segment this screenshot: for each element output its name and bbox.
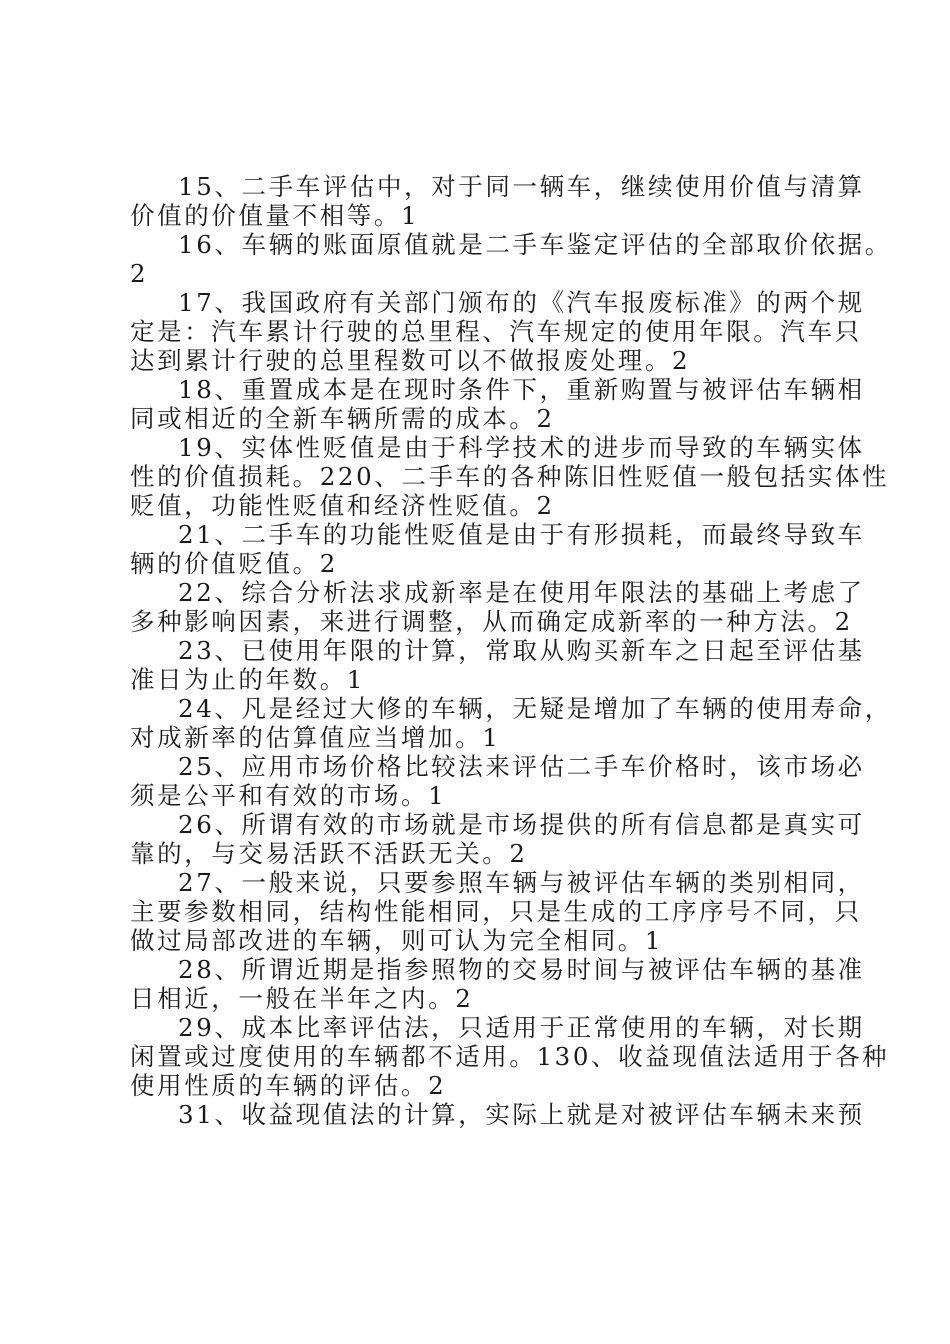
paragraph-line: 16、车辆的账面原值就是二手车鉴定评估的全部取价依据。	[178, 230, 892, 259]
paragraph-line: 对成新率的估算值应当增加。1	[130, 723, 501, 752]
paragraph-15	[130, 172, 865, 230]
paragraph-23	[130, 636, 865, 694]
paragraph-line: 15、二手车评估中，对于同一辆车，继续使用价值与清算	[178, 172, 865, 201]
paragraph-31	[130, 1100, 865, 1129]
paragraph-line: 主要参数相同，结构性能相同，只是生成的工序序号不同，只	[130, 897, 862, 926]
paragraph-line: 须是公平和有效的市场。1	[130, 781, 447, 810]
paragraph-28	[130, 955, 865, 1013]
paragraph-18	[130, 375, 865, 433]
paragraph-24	[130, 694, 892, 752]
paragraph-line: 多种影响因素，来进行调整，从而确定成新率的一种方法。2	[130, 607, 853, 636]
paragraph-line: 18、重置成本是在现时条件下，重新购置与被评估车辆相	[178, 375, 865, 404]
paragraph-line: 17、我国政府有关部门颁布的《汽车报废标准》的两个规	[178, 288, 865, 317]
document-body	[130, 172, 892, 1129]
paragraph-line: 26、所谓有效的市场就是市场提供的所有信息都是真实可	[178, 810, 865, 839]
paragraph-line: 21、二手车的功能性贬值是由于有形损耗，而最终导致车	[178, 520, 865, 549]
paragraph-line: 22、综合分析法求成新率是在使用年限法的基础上考虑了	[178, 578, 865, 607]
paragraph-26	[130, 810, 865, 868]
paragraph-27	[130, 868, 865, 955]
paragraph-21	[130, 520, 865, 578]
paragraph-line: 19、实体性贬值是由于科学技术的进步而导致的车辆实体	[178, 433, 865, 462]
paragraph-line: 闲置或过度使用的车辆都不适用。130、收益现值法适用于各种	[130, 1042, 890, 1071]
paragraph-line: 27、一般来说，只要参照车辆与被评估车辆的类别相同，	[178, 868, 865, 897]
paragraph-line: 价值的价值量不相等。1	[130, 201, 420, 230]
paragraph-line: 靠的，与交易活跃不活跃无关。2	[130, 839, 528, 868]
paragraph-line: 31、收益现值法的计算，实际上就是对被评估车辆未来预	[178, 1100, 865, 1129]
paragraph-line: 性的价值损耗。220、二手车的各种陈旧性贬值一般包括实体性	[130, 462, 890, 491]
paragraph-line: 日相近，一般在半年之内。2	[130, 984, 474, 1013]
paragraph-line: 准日为止的年数。1	[130, 665, 365, 694]
paragraph-line: 达到累计行驶的总里程数可以不做报废处理。2	[130, 346, 691, 375]
paragraph-line: 使用性质的车辆的评估。2	[130, 1071, 447, 1100]
paragraph-line: 2	[130, 259, 149, 288]
paragraph-line: 贬值，功能性贬值和经济性贬值。2	[130, 491, 555, 520]
paragraph-line: 24、凡是经过大修的车辆，无疑是增加了车辆的使用寿命，	[178, 694, 892, 723]
paragraph-line: 23、已使用年限的计算，常取从购买新车之日起至评估基	[178, 636, 865, 665]
paragraph-line: 29、成本比率评估法，只适用于正常使用的车辆，对长期	[178, 1013, 865, 1042]
paragraph-line: 同或相近的全新车辆所需的成本。2	[130, 404, 555, 433]
paragraph-29-30	[130, 1013, 890, 1100]
paragraph-22	[130, 578, 865, 636]
paragraph-line: 28、所谓近期是指参照物的交易时间与被评估车辆的基准	[178, 955, 865, 984]
paragraph-16	[130, 230, 892, 288]
paragraph-line: 25、应用市场价格比较法来评估二手车价格时，该市场必	[178, 752, 865, 781]
paragraph-line: 辆的价值贬值。2	[130, 549, 338, 578]
paragraph-line: 定是：汽车累计行驶的总里程、汽车规定的使用年限。汽车只	[130, 317, 862, 346]
paragraph-line: 做过局部改进的车辆，则可认为完全相同。1	[130, 926, 664, 955]
paragraph-19-20	[130, 433, 890, 520]
paragraph-17	[130, 288, 865, 375]
paragraph-25	[130, 752, 865, 810]
